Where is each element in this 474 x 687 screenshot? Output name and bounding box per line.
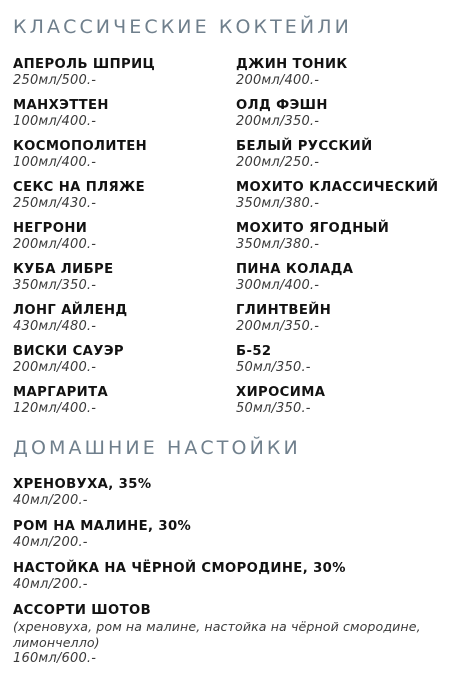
menu-item: [236, 384, 466, 425]
item-price: 200мл/400.-: [236, 73, 320, 88]
infusions-list: [13, 476, 463, 676]
item-price: 430мл/480.-: [13, 319, 97, 334]
item-price: 250мл/500.-: [13, 73, 97, 88]
item-name: ХРЕНОВУХА, 35%: [13, 477, 152, 492]
menu-item: [236, 97, 466, 138]
item-name: ГЛИНТВЕЙН: [236, 303, 332, 318]
infusions-section-title: ДОМАШНИЕ НАСТОЙКИ: [13, 437, 301, 459]
item-name: ОЛД ФЭШН: [236, 98, 328, 113]
menu-item: [13, 261, 228, 302]
menu-item: [13, 179, 228, 220]
menu-item: [236, 179, 466, 220]
menu-item: [236, 220, 466, 261]
item-name: АССОРТИ ШОТОВ: [13, 603, 152, 618]
menu-item: [13, 560, 463, 593]
item-price: 50мл/350.-: [236, 401, 311, 416]
menu-item: [236, 302, 466, 343]
item-price: 200мл/400.-: [13, 237, 97, 252]
item-name: РОМ НА МАЛИНЕ, 30%: [13, 519, 192, 534]
item-name: КОСМОПОЛИТЕН: [13, 139, 148, 154]
item-price: 200мл/350.-: [236, 114, 320, 129]
menu-item: [13, 384, 228, 425]
menu-item: [13, 56, 228, 97]
menu-item: [13, 302, 228, 343]
cocktails-left-column: [13, 56, 228, 425]
item-price: 200мл/400.-: [13, 360, 97, 375]
item-name: ВИСКИ САУЭР: [13, 344, 124, 359]
menu-item: [13, 602, 463, 667]
menu-item: [13, 518, 463, 551]
item-price: 120мл/400.-: [13, 401, 97, 416]
item-name: НАСТОЙКА НА ЧЁРНОЙ СМОРОДИНЕ, 30%: [13, 561, 346, 576]
item-price: 300мл/400.-: [236, 278, 320, 293]
item-price: 350мл/380.-: [236, 196, 320, 211]
item-price: 40мл/200.-: [13, 577, 88, 592]
menu-item: [236, 261, 466, 302]
menu-item: [13, 97, 228, 138]
menu-item: [13, 343, 228, 384]
item-name: МАНХЭТТЕН: [13, 98, 109, 113]
item-name: Б-52: [236, 344, 272, 359]
item-price: 40мл/200.-: [13, 535, 88, 550]
item-price: 350мл/380.-: [236, 237, 320, 252]
item-price: 250мл/430.-: [13, 196, 97, 211]
item-price: 50мл/350.-: [236, 360, 311, 375]
item-price: 40мл/200.-: [13, 493, 88, 508]
item-name: ПИНА КОЛАДА: [236, 262, 354, 277]
item-name: МОХИТО КЛАССИЧЕСКИЙ: [236, 180, 439, 195]
cocktails-right-column: [236, 56, 466, 425]
item-name: ХИРОСИМА: [236, 385, 326, 400]
item-price: 200мл/250.-: [236, 155, 320, 170]
item-name: АПЕРОЛЬ ШПРИЦ: [13, 57, 156, 72]
item-name: МОХИТО ЯГОДНЫЙ: [236, 221, 390, 236]
menu-item: [13, 220, 228, 261]
item-price: 160мл/600.-: [13, 651, 97, 666]
menu-item: [236, 138, 466, 179]
menu-item: [236, 343, 466, 384]
item-name: МАРГАРИТА: [13, 385, 109, 400]
item-name: КУБА ЛИБРЕ: [13, 262, 114, 277]
item-name: НЕГРОНИ: [13, 221, 88, 236]
item-name: ЛОНГ АЙЛЕНД: [13, 303, 128, 318]
menu-item: [13, 476, 463, 509]
item-price: 100мл/400.-: [13, 155, 97, 170]
item-price: 100мл/400.-: [13, 114, 97, 129]
cocktails-section-title: КЛАССИЧЕСКИЕ КОКТЕЙЛИ: [13, 16, 352, 38]
item-name: ДЖИН ТОНИК: [236, 57, 348, 72]
menu-item: [13, 138, 228, 179]
item-price: 350мл/350.-: [13, 278, 97, 293]
item-name: СЕКС НА ПЛЯЖЕ: [13, 180, 146, 195]
item-price: 200мл/350.-: [236, 319, 320, 334]
menu-item: [236, 56, 466, 97]
item-name: БЕЛЫЙ РУССКИЙ: [236, 139, 373, 154]
item-note: (хреновуха, ром на малине, настойка на чёрной смородине, лимончелло): [13, 619, 421, 650]
